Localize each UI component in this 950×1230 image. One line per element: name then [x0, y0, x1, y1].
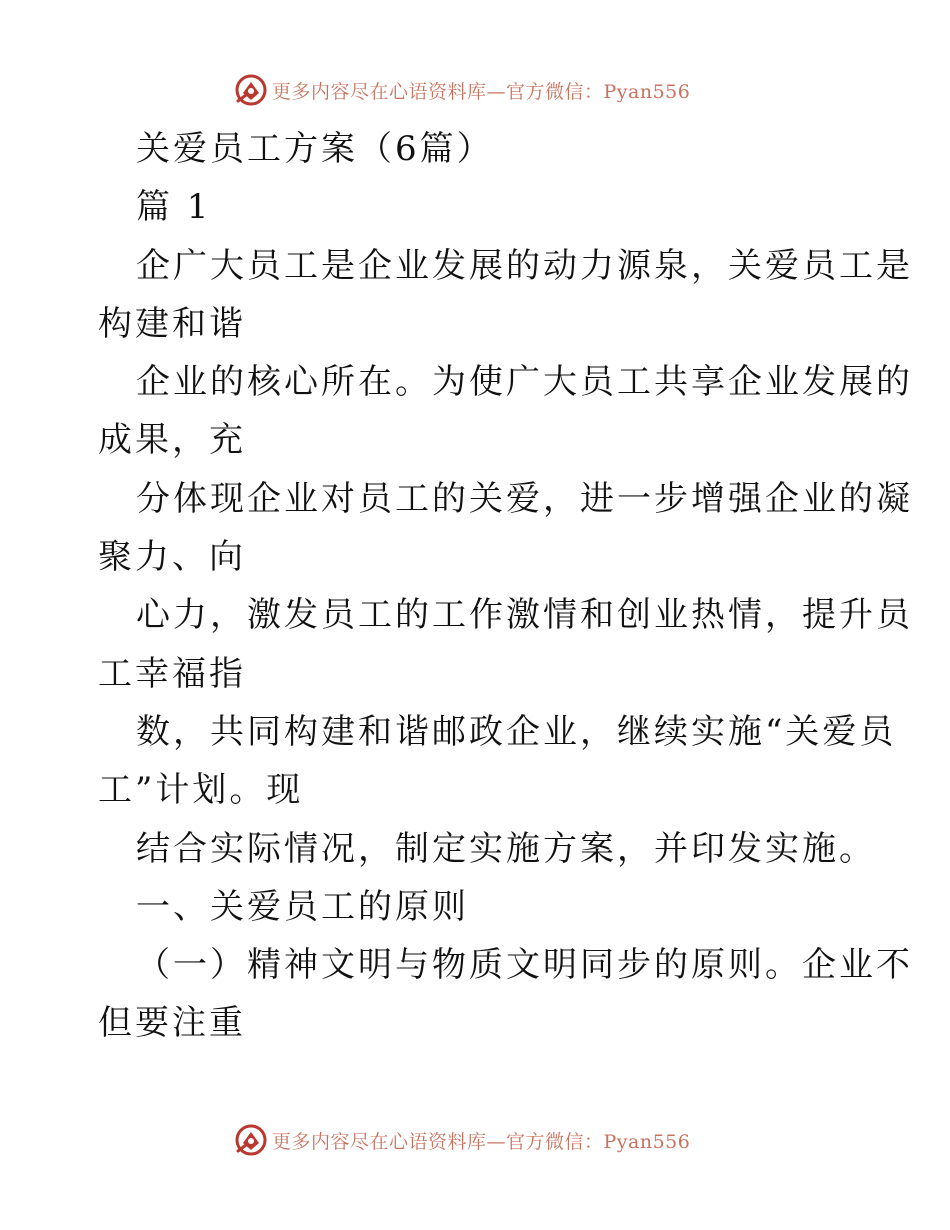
paragraph-line: 但要注重	[98, 1003, 246, 1044]
paragraph-line: 构建和谐	[98, 303, 246, 344]
document-title: 关爱员工方案（6篇）	[136, 129, 494, 169]
paragraph-line: 企业的核心所在。为使广大员工共享企业发展的	[136, 362, 913, 403]
section-heading: 篇 1	[136, 187, 212, 228]
watermark-text: 更多内容尽在心语资料库—官方微信：Pyan556	[272, 80, 691, 103]
paragraph-line: 企广大员工是企业发展的动力源泉，关爱员工是	[136, 245, 913, 286]
header-watermark	[234, 72, 690, 108]
paragraph-line: 心力，激发员工的工作激情和创业热情，提升员	[136, 595, 913, 636]
paragraph-line: 数，共同构建和谐邮政企业，继续实施“关爱员	[136, 711, 897, 752]
book-seal-icon	[234, 73, 268, 107]
paragraph-line: 结合实际情况，制定实施方案，并印发实施。	[136, 828, 876, 869]
paragraph-line: 成果，充	[98, 420, 246, 461]
paragraph-line: 分体现企业对员工的关爱，进一步增强企业的凝	[136, 478, 913, 519]
footer-watermark	[234, 1122, 690, 1158]
paragraph-line: 聚力、向	[98, 537, 246, 578]
book-seal-icon	[234, 1123, 268, 1157]
document-body	[98, 120, 913, 1053]
paragraph-line: （一）精神文明与物质文明同步的原则。企业不	[136, 945, 913, 986]
paragraph-line: 工”计划。现	[98, 770, 304, 811]
paragraph-line: 工幸福指	[98, 653, 246, 694]
watermark-text: 更多内容尽在心语资料库—官方微信：Pyan556	[272, 1130, 691, 1153]
section-subheading: 一、关爱员工的原则	[136, 886, 469, 927]
